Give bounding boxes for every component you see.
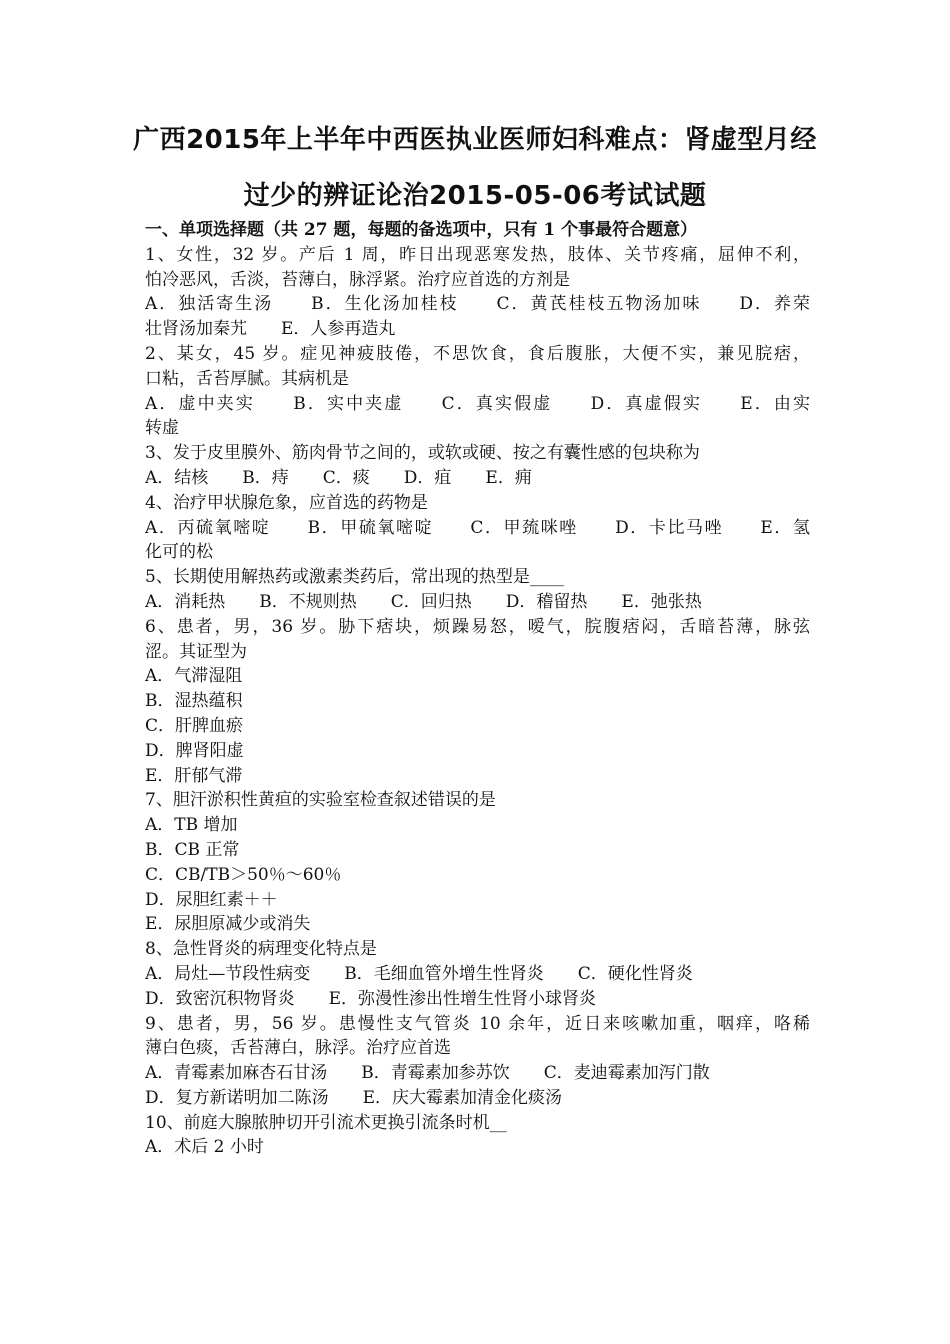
text-line: 转虚 xyxy=(145,418,179,439)
text-line: A．丙硫氧嘧啶 B．甲硫氧嘧啶 C．甲巯咪唑 D．卡比马唑 E．氢 xyxy=(145,517,810,538)
text-line: A．独活寄生汤 B．生化汤加桂枝 C．黄芪桂枝五物汤加味 D．养荣 xyxy=(145,294,810,315)
document-title xyxy=(120,112,830,224)
text-line: 5、长期使用解热药或激素类药后，常出现的热型是____ xyxy=(145,567,564,588)
text-line: B．湿热蕴积 xyxy=(145,691,243,712)
text-line: A．局灶—节段性病变 B．毛细血管外增生性肾炎 C．硬化性肾炎 xyxy=(145,963,693,984)
text-line: 8、急性肾炎的病理变化特点是 xyxy=(145,939,377,960)
document-body xyxy=(145,218,810,1160)
title-line-1: 广西2015年上半年中西医执业医师妇科难点：肾虚型月经 xyxy=(133,125,817,155)
text-line: E．肝郁气滞 xyxy=(145,765,243,786)
text-line: A．消耗热 B．不规则热 C．回归热 D．稽留热 E．弛张热 xyxy=(145,591,702,612)
text-line: D．复方新诺明加二陈汤 E．庆大霉素加清金化痰汤 xyxy=(145,1087,563,1108)
text-line: 2、某女，45 岁。症见神疲肢倦，不思饮食，食后腹胀，大便不实，兼见脘痞， xyxy=(145,343,810,364)
text-line: A．术后 2 小时 xyxy=(145,1137,264,1158)
text-line: C．肝脾血瘀 xyxy=(145,715,244,736)
text-line: D．脾肾阳虚 xyxy=(145,740,244,761)
text-line: 3、发于皮里膜外、筋肉骨节之间的，或软或硬、按之有囊性感的包块称为 xyxy=(145,443,700,464)
text-line: B．CB 正常 xyxy=(145,839,240,860)
text-line: A．虚中夹实 B．实中夹虚 C．真实假虚 D．真虚假实 E．由实 xyxy=(145,393,810,414)
text-line: 6、患者，男，36 岁。胁下痞块，烦躁易怒，嗳气，脘腹痞闷，舌暗苔薄，脉弦 xyxy=(145,616,810,637)
text-line: 怕冷恶风，舌淡，苔薄白，脉浮紧。治疗应首选的方剂是 xyxy=(145,269,570,290)
text-line: E．尿胆原减少或消失 xyxy=(145,914,311,935)
text-line: A．气滞湿阻 xyxy=(145,666,243,687)
text-line: D．致密沉积物肾炎 E．弥漫性渗出性增生性肾小球肾炎 xyxy=(145,988,597,1009)
text-line: 7、胆汗淤积性黄疸的实验室检查叙述错误的是 xyxy=(145,790,496,811)
text-line: 壮肾汤加秦艽 E．人参再造丸 xyxy=(145,319,396,340)
text-line: 薄白色痰，舌苔薄白，脉浮。治疗应首选 xyxy=(145,1038,451,1059)
text-line: D．尿胆红素＋＋ xyxy=(145,889,278,910)
text-line: C．CB/TB＞50％～60％ xyxy=(145,864,342,885)
text-line: 化可的松 xyxy=(145,542,213,563)
title-line-2: 过少的辨证论治2015-05-06考试试题 xyxy=(243,181,707,211)
text-line: 9、患者，男，56 岁。患慢性支气管炎 10 余年，近日来咳嗽加重，咽痒，咯稀 xyxy=(145,1013,810,1034)
question-list xyxy=(145,243,810,1160)
text-line: 1、女性，32 岁。产后 1 周，昨日出现恶寒发热，肢体、关节疼痛，屈伸不利， xyxy=(145,244,810,265)
text-line: A．结核 B．痔 C．痰 D．疽 E．痈 xyxy=(145,467,532,488)
section-heading: 一、单项选择题（共 27 题，每题的备选项中，只有 1 个事最符合题意） xyxy=(145,220,698,240)
text-line: 10、前庭大腺脓肿切开引流术更换引流条时机__ xyxy=(145,1112,507,1133)
text-line: 口粘，舌苔厚腻。其病机是 xyxy=(145,368,349,389)
text-line: A．TB 增加 xyxy=(145,815,238,836)
text-line: 涩。其证型为 xyxy=(145,641,247,662)
text-line: A．青霉素加麻杏石甘汤 B．青霉素加参苏饮 C．麦迪霉素加泻门散 xyxy=(145,1063,710,1084)
text-line: 4、治疗甲状腺危象，应首选的药物是 xyxy=(145,492,428,513)
